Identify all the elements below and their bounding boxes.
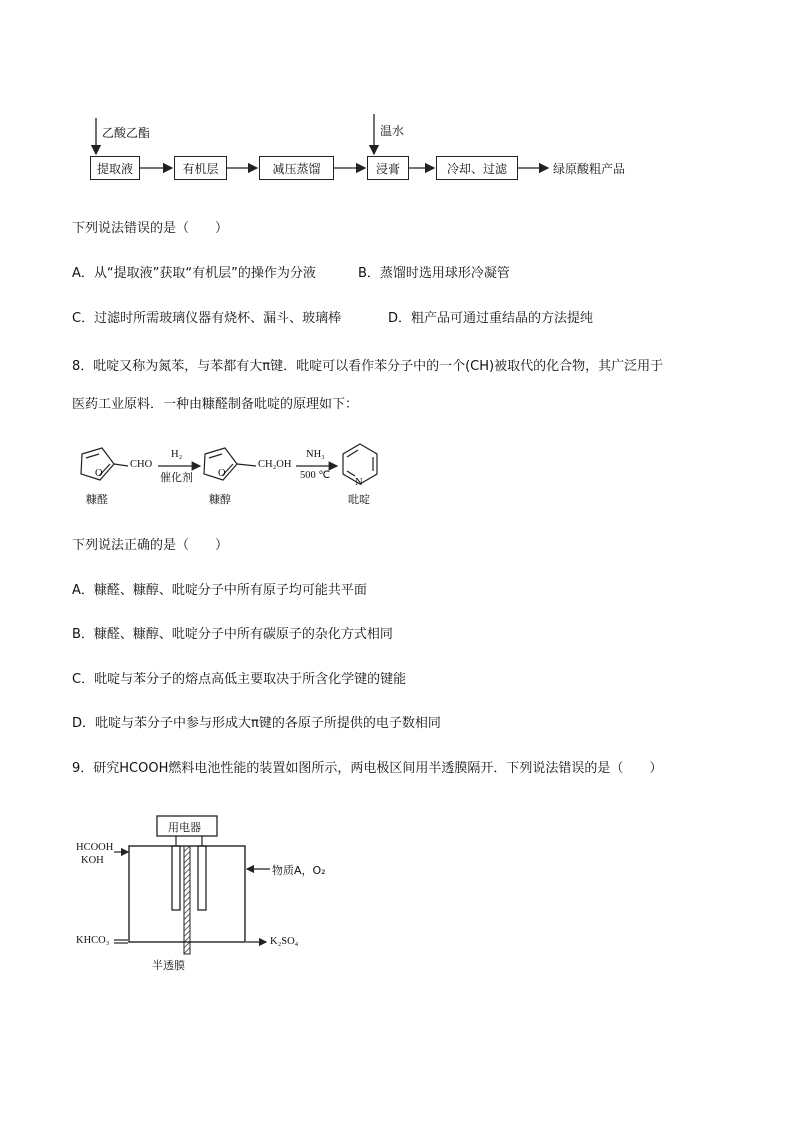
inlet-hcooh-label: HCOOH — [76, 842, 114, 853]
arrow2-condition: 500 ℃ — [300, 470, 331, 481]
flow-box-cool-filter: 冷却、过滤 — [436, 156, 518, 180]
arrow1-condition: 催化剂 — [160, 471, 193, 484]
q8-stem-line-1: 8．吡啶又称为氮苯，与苯都有大π键．吡啶可以看作苯分子中的一个(CH)被取代的化合物，其广泛用于 — [72, 359, 664, 374]
furfural-aldehyde-group: CHO — [130, 459, 153, 470]
q8-option-a: A．糠醛、糠醇、吡啶分子中所有原子均可能共平面 — [72, 583, 367, 598]
furfuryl-ring-oxygen: O — [218, 468, 226, 479]
appliance-label: 用电器 — [168, 821, 201, 834]
q7-option-a: A．从“提取液”获取“有机层”的操作为分液 — [72, 266, 316, 281]
q8-option-b: B．糠醛、糠醇、吡啶分子中所有碳原子的杂化方式相同 — [72, 627, 393, 642]
name-furfuryl-alcohol: 糠醇 — [209, 493, 231, 506]
q7-question: 下列说法错误的是（ ） — [72, 221, 229, 236]
flow-input-ethyl-acetate: 乙酸乙酯 — [102, 126, 151, 140]
flow-box-extractum: 浸膏 — [367, 156, 409, 180]
outlet-k2so4-label: K₂SO₄ — [270, 936, 299, 947]
q7-option-b: B．蒸馏时选用球形冷凝管 — [358, 266, 510, 281]
flow-end-product: 绿原酸粗产品 — [553, 162, 626, 176]
arrow2-reagent: NH₃ — [306, 449, 325, 460]
flow-input-warm-water: 温水 — [380, 124, 405, 138]
name-furfural: 糠醛 — [86, 493, 108, 506]
q8-option-c: C．吡啶与苯分子的熔点高低主要取决于所含化学键的键能 — [72, 672, 407, 687]
q8-option-d: D．吡啶与苯分子中参与形成大π键的各原子所提供的电子数相同 — [72, 716, 441, 731]
q7-option-c: C．过滤时所需玻璃仪器有烧杯、漏斗、玻璃棒 — [72, 311, 342, 326]
name-pyridine: 吡啶 — [348, 493, 370, 506]
flow-box-extract: 提取液 — [90, 156, 140, 180]
q7-option-d: D．粗产品可通过重结晶的方法提纯 — [388, 311, 594, 326]
q9-stem: 9．研究HCOOH燃料电池性能的装置如图所示，两电极区间用半透膜隔开．下列说法错误的是（ ） — [72, 761, 663, 776]
arrow1-reagent: H₂ — [171, 449, 183, 460]
pyridine-nitrogen: N — [355, 477, 363, 488]
inlet-koh-label: KOH — [81, 855, 104, 866]
q8-question: 下列说法正确的是（ ） — [72, 538, 229, 553]
furfural-ring-oxygen: O — [95, 468, 103, 479]
flow-box-distillation: 减压蒸馏 — [259, 156, 334, 180]
inlet-substance-a-label: 物质A，O₂ — [272, 864, 326, 877]
furfuryl-alcohol-group: CH₂OH — [258, 459, 292, 470]
q8-stem-line-2: 医药工业原料．一种由糠醛制备吡啶的原理如下： — [72, 397, 359, 412]
outlet-khco3-label: KHCO₃ — [76, 935, 110, 946]
membrane-label: 半透膜 — [152, 959, 185, 972]
flow-box-organic-layer: 有机层 — [174, 156, 227, 180]
